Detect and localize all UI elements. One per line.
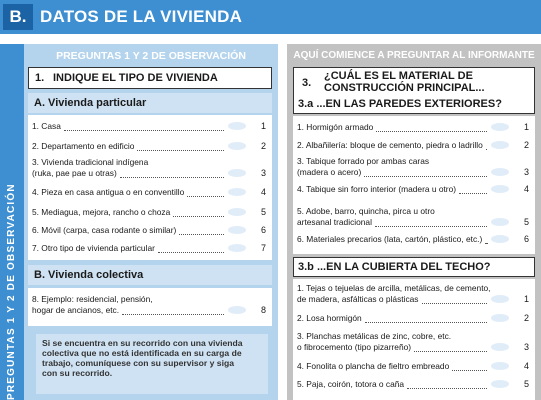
answer-bubble[interactable] (491, 185, 509, 193)
option-label: 5. Paja, coirón, totora o caña (297, 379, 405, 389)
particular-heading: A. Vivienda particular (28, 93, 272, 113)
option-row[interactable] (32, 207, 268, 218)
walls-heading: 3.a ...EN LAS PAREDES EXTERIORES? (298, 98, 502, 110)
answer-bubble[interactable] (491, 380, 509, 388)
option-row[interactable] (297, 313, 531, 324)
answer-bubble[interactable] (491, 314, 509, 322)
option-row[interactable] (297, 122, 531, 133)
option-label: 2. Departamento en edificio (32, 141, 135, 151)
leader-dots (422, 303, 487, 304)
option-label: 6. Móvil (carpa, casa rodante o similar) (32, 225, 177, 235)
walls-options (293, 116, 535, 254)
leader-dots (365, 322, 487, 323)
option-row[interactable] (32, 243, 268, 254)
option-code: 3 (523, 342, 529, 352)
question-3-number: 3. (302, 77, 312, 89)
note-line: con su recorrido. (42, 368, 113, 378)
leader-dots (187, 196, 224, 197)
leader-dots (485, 243, 487, 244)
leader-dots (122, 314, 224, 315)
option-label: 1. Tejas o tejuelas de arcilla, metálicas, de cemento, (297, 283, 491, 293)
option-row[interactable] (32, 187, 268, 198)
option-row[interactable] (297, 184, 531, 195)
leader-dots (137, 150, 224, 151)
option-label: 7. Otro tipo de vivienda particular (32, 243, 155, 253)
option-code: 1 (523, 294, 529, 304)
question-3-line-2: CONSTRUCCIÓN PRINCIPAL... (324, 82, 485, 94)
option-row[interactable] (297, 331, 531, 353)
option-code: 1 (523, 122, 529, 132)
option-label: 1. Casa (32, 121, 61, 131)
answer-bubble[interactable] (491, 218, 509, 226)
option-label: 6. Materiales precarios (lata, cartón, plástico, etc.) (297, 234, 483, 244)
option-code: 1 (260, 121, 266, 131)
section-letter: B. (3, 4, 33, 30)
leader-dots (158, 252, 224, 253)
option-label: hogar de ancianos, etc. (32, 305, 120, 315)
leader-dots (364, 176, 487, 177)
leader-dots (64, 130, 224, 131)
leader-dots (375, 226, 487, 227)
option-label: o fibrocemento (tipo pizarreño) (297, 342, 412, 352)
side-label: PREGUNTAS 1 Y 2 DE OBSERVACIÓN (6, 183, 17, 400)
colectiva-heading: B. Vivienda colectiva (28, 265, 272, 285)
option-code: 4 (523, 361, 529, 371)
option-code: 6 (260, 225, 266, 235)
option-label: 4. Fonolita o plancha de fieltro embreado (297, 361, 450, 371)
left-panel-header: PREGUNTAS 1 Y 2 DE OBSERVACIÓN (56, 50, 246, 62)
option-row[interactable] (32, 141, 268, 152)
option-code: 2 (523, 313, 529, 323)
option-code: 6 (523, 234, 529, 244)
answer-bubble[interactable] (228, 244, 246, 252)
leader-dots (376, 131, 487, 132)
option-label: 2. Albañilería: bloque de cemento, piedra o ladrillo (297, 140, 483, 150)
option-row[interactable] (297, 206, 531, 228)
leader-dots (173, 216, 224, 217)
answer-bubble[interactable] (228, 142, 246, 150)
leader-dots (120, 177, 224, 178)
option-code: 8 (260, 305, 266, 315)
option-row[interactable] (297, 234, 531, 245)
question-1-number: 1. (35, 72, 45, 84)
option-label: (madera o acero) (297, 167, 362, 177)
question-1-box (28, 67, 272, 89)
colectiva-options (28, 288, 272, 326)
option-row[interactable] (297, 379, 531, 390)
option-code: 3 (260, 168, 266, 178)
answer-bubble[interactable] (228, 226, 246, 234)
option-row[interactable] (32, 225, 268, 236)
option-label: (ruka, pae pae u otras) (32, 168, 117, 178)
answer-bubble[interactable] (228, 122, 246, 130)
option-row[interactable] (32, 121, 268, 132)
option-row[interactable] (297, 156, 531, 178)
option-code: 5 (523, 379, 529, 389)
roof-heading-box (293, 257, 535, 277)
option-row[interactable] (297, 361, 531, 372)
option-label: 3. Planchas metálicas de zinc, cobre, etc. (297, 331, 452, 341)
leader-dots (459, 193, 487, 194)
option-label: 3. Vivienda tradicional indígena (32, 157, 149, 167)
option-row[interactable] (297, 140, 531, 151)
section-header (0, 0, 541, 34)
section-title: DATOS DE LA VIVIENDA (40, 7, 243, 26)
option-label: 4. Tabique sin forro interior (madera u otro) (297, 184, 457, 194)
leader-dots (179, 234, 224, 235)
question-3-line-1: ¿CUÁL ES EL MATERIAL DE (324, 70, 473, 82)
option-label: de madera, asfálticas o plásticas (297, 294, 419, 304)
option-code: 5 (523, 217, 529, 227)
leader-dots (407, 388, 487, 389)
option-code: 4 (523, 184, 529, 194)
answer-bubble[interactable] (491, 343, 509, 351)
option-row[interactable] (297, 283, 531, 305)
option-label: 5. Mediagua, mejora, rancho o choza (32, 207, 171, 217)
option-code: 2 (260, 141, 266, 151)
option-code: 2 (523, 140, 529, 150)
leader-dots (414, 351, 487, 352)
answer-bubble[interactable] (228, 169, 246, 177)
answer-bubble[interactable] (491, 295, 509, 303)
option-label: 3. Tabique forrado por ambas caras (297, 156, 430, 166)
option-label: 1. Hormigón armado (297, 122, 374, 132)
leader-dots (452, 370, 487, 371)
option-code: 4 (260, 187, 266, 197)
note-line: Si se encuentra en su recorrido con una vivienda (42, 338, 243, 348)
option-row[interactable] (32, 294, 268, 316)
answer-bubble[interactable] (491, 362, 509, 370)
option-label: artesanal tradicional (297, 217, 372, 227)
walls-heading-box (293, 96, 535, 114)
option-code: 3 (523, 167, 529, 177)
option-code: 5 (260, 207, 266, 217)
option-label: 8. Ejemplo: residencial, pensión, (32, 294, 153, 304)
option-code: 7 (260, 243, 266, 253)
particular-options (28, 115, 272, 260)
note-line: colectiva que no está identificada en su carga de (42, 348, 242, 358)
option-label: 2. Losa hormigón (297, 313, 362, 323)
answer-bubble[interactable] (228, 306, 246, 314)
answer-bubble[interactable] (228, 208, 246, 216)
option-row[interactable] (32, 157, 268, 179)
option-label: 4. Pieza en casa antigua o en conventillo (32, 187, 185, 197)
question-3-box (293, 67, 535, 97)
answer-bubble[interactable] (491, 235, 509, 243)
answer-bubble[interactable] (491, 168, 509, 176)
right-panel-header: AQUÍ COMIENCE A PREGUNTAR AL INFORMANTE (293, 50, 535, 61)
roof-heading: 3.b ...EN LA CUBIERTA DEL TECHO? (298, 261, 491, 273)
note-line: trabajo, comuníquese con su supervisor y siga (42, 358, 234, 368)
answer-bubble[interactable] (491, 123, 509, 131)
roof-options (293, 279, 535, 400)
leader-dots (486, 149, 487, 150)
answer-bubble[interactable] (228, 188, 246, 196)
collective-dwelling-note (36, 334, 268, 394)
answer-bubble[interactable] (491, 141, 509, 149)
question-1-text: INDIQUE EL TIPO DE VIVIENDA (53, 72, 218, 84)
option-label: 5. Adobe, barro, quincha, pirca u otro (297, 206, 435, 216)
